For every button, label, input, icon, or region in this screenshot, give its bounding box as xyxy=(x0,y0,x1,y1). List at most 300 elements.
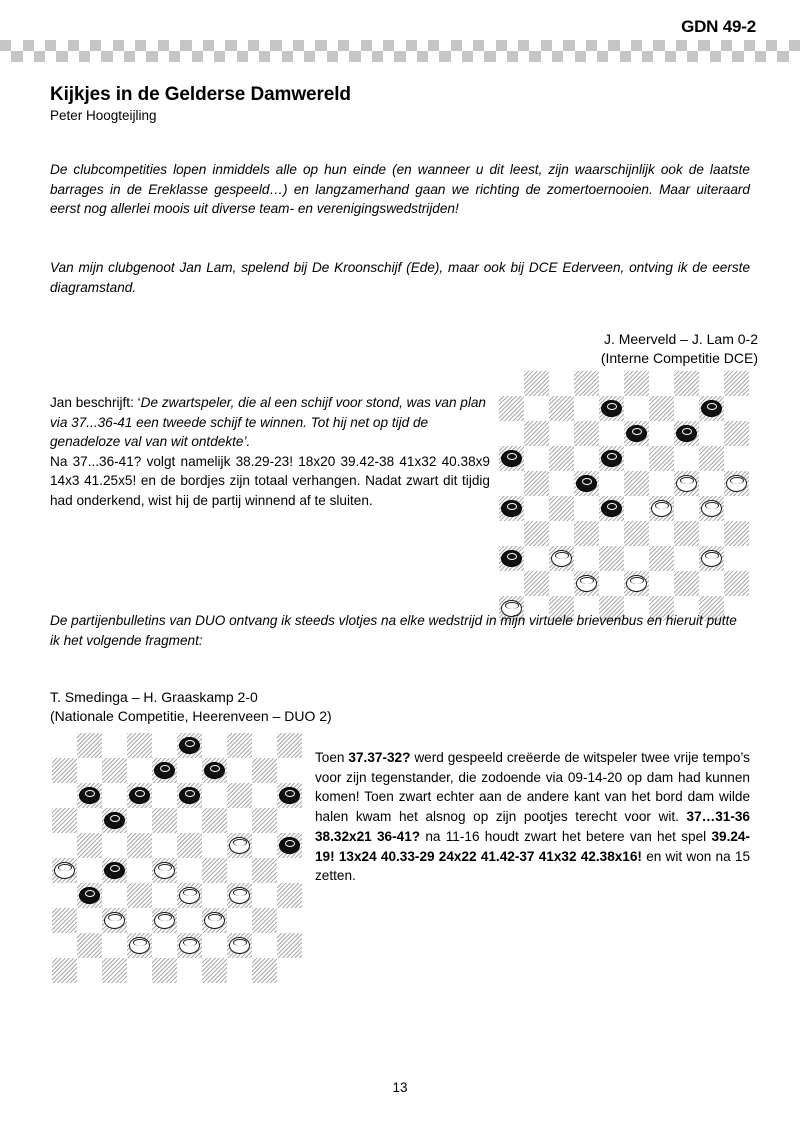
checker-cell xyxy=(0,40,11,51)
board-square-dark xyxy=(724,571,749,596)
board-square-dark xyxy=(252,908,277,933)
board-square-light xyxy=(674,396,699,421)
board-square-dark xyxy=(724,521,749,546)
intro-paragraph-2: Van mijn clubgenoot Jan Lam, spelend bij De Kroonschijf (Ede), maar ook bij DCE Ederveen, ontving ik de eerste diagramstand. xyxy=(50,260,750,295)
board-square-light xyxy=(227,958,252,983)
board-square-light xyxy=(177,858,202,883)
board-square-dark xyxy=(674,471,699,496)
black-piece-icon xyxy=(79,787,100,804)
board-square-light xyxy=(599,471,624,496)
board-square-light xyxy=(649,521,674,546)
white-piece-icon xyxy=(229,887,250,904)
board-square-dark xyxy=(102,958,127,983)
checker-cell xyxy=(406,40,417,51)
black-piece-icon xyxy=(79,887,100,904)
checker-cell xyxy=(338,51,349,62)
section-2-move-1: 37.37-32? xyxy=(348,750,411,765)
board-square-dark xyxy=(574,521,599,546)
board-square-dark xyxy=(52,958,77,983)
page-title: Kijkjes in de Gelderse Damwereld xyxy=(50,84,351,105)
board-row xyxy=(499,396,749,421)
checker-cell xyxy=(417,40,428,51)
white-piece-icon xyxy=(676,475,697,492)
board-square-light xyxy=(499,571,524,596)
checker-cell xyxy=(101,40,112,51)
board-square-light xyxy=(252,833,277,858)
board-square-dark xyxy=(102,858,127,883)
board-square-dark xyxy=(599,546,624,571)
black-piece-icon xyxy=(104,812,125,829)
black-piece-icon xyxy=(179,787,200,804)
checker-cell xyxy=(597,40,608,51)
board-square-dark xyxy=(599,446,624,471)
white-piece-icon xyxy=(651,500,672,517)
checker-cell xyxy=(608,40,619,51)
checker-cell xyxy=(361,40,372,51)
board-row xyxy=(52,783,302,808)
checker-cell xyxy=(135,51,146,62)
checker-cell xyxy=(473,40,484,51)
board-square-dark xyxy=(177,883,202,908)
board-square-dark xyxy=(499,446,524,471)
board-square-light xyxy=(277,858,302,883)
middle-paragraph: De partijenbulletins van DUO ontvang ik steeds vlotjes na elke wedstrijd in mijn virtuele brievenbus en hieruit putte ik het volgende fragment: xyxy=(50,613,737,648)
checker-cell xyxy=(90,51,101,62)
board-square-dark xyxy=(724,471,749,496)
checker-cell xyxy=(428,51,439,62)
white-piece-icon xyxy=(104,912,125,929)
board-square-light xyxy=(549,421,574,446)
white-piece-icon xyxy=(229,837,250,854)
page-header xyxy=(0,0,800,68)
checker-cell xyxy=(642,51,653,62)
checker-cell xyxy=(270,51,281,62)
diagram-1-caption-line-1: J. Meerveld – J. Lam 0-2 xyxy=(603,331,758,347)
checker-cell xyxy=(237,40,248,51)
checker-cell xyxy=(383,40,394,51)
board-square-light xyxy=(252,933,277,958)
checker-cell xyxy=(732,51,743,62)
board-square-light xyxy=(624,396,649,421)
board-square-dark xyxy=(674,421,699,446)
checker-cell xyxy=(372,40,383,51)
board-square-dark xyxy=(649,446,674,471)
board-square-dark xyxy=(77,883,102,908)
white-piece-icon xyxy=(551,550,572,567)
board-square-dark xyxy=(127,833,152,858)
board-square-light xyxy=(599,371,624,396)
checker-cell xyxy=(744,40,755,51)
board-row xyxy=(499,521,749,546)
quote-body: De zwartspeler, die al een schijf voor stond, was van plan via 37...36-41 een tweede schijf te winnen. Tot hij net op tijd de genadeloze val van wit ontdekte’. xyxy=(50,395,486,449)
checker-cell xyxy=(34,40,45,51)
checker-cell xyxy=(473,51,484,62)
checker-cell xyxy=(270,40,281,51)
checker-cell xyxy=(315,40,326,51)
black-piece-icon xyxy=(154,762,175,779)
board-square-light xyxy=(499,371,524,396)
board-square-light xyxy=(549,571,574,596)
checker-cell xyxy=(45,51,56,62)
checker-cell xyxy=(225,51,236,62)
board-square-dark xyxy=(699,396,724,421)
white-piece-icon xyxy=(54,862,75,879)
checker-cell xyxy=(394,51,405,62)
checker-cell xyxy=(146,51,157,62)
checker-cell xyxy=(642,40,653,51)
checker-cell xyxy=(507,51,518,62)
black-piece-icon xyxy=(701,400,722,417)
board-square-light xyxy=(127,858,152,883)
board-square-light xyxy=(549,521,574,546)
section-2-move-3: 39.24-19! 13x24 40.33-29 24x22 41.42-37 41x32 42.38x16! xyxy=(315,828,751,864)
checker-cell xyxy=(744,51,755,62)
smedinga-graaskamp-diagram xyxy=(52,733,302,983)
board-square-light xyxy=(649,371,674,396)
board-square-dark xyxy=(152,808,177,833)
white-piece-icon xyxy=(626,575,647,592)
board-square-dark xyxy=(177,783,202,808)
board-square-light xyxy=(202,883,227,908)
board-square-light xyxy=(277,908,302,933)
board-square-dark xyxy=(599,396,624,421)
checker-cell xyxy=(214,40,225,51)
checker-cell xyxy=(439,51,450,62)
board-square-dark xyxy=(102,758,127,783)
board-square-dark xyxy=(227,933,252,958)
board-square-light xyxy=(524,496,549,521)
checker-cell xyxy=(169,51,180,62)
checker-cell xyxy=(518,51,529,62)
board-square-dark xyxy=(624,371,649,396)
checker-cell xyxy=(665,40,676,51)
checker-cell xyxy=(755,40,766,51)
board-square-light xyxy=(77,908,102,933)
checker-cell xyxy=(248,51,259,62)
board-square-light xyxy=(52,933,77,958)
checker-cell xyxy=(586,51,597,62)
checker-cell xyxy=(214,51,225,62)
checker-cell xyxy=(23,40,34,51)
checker-cell xyxy=(68,40,79,51)
checkered-divider xyxy=(0,40,800,62)
board-square-light xyxy=(277,758,302,783)
checker-cell xyxy=(710,40,721,51)
checker-cell xyxy=(372,51,383,62)
checker-cell xyxy=(113,40,124,51)
board-square-light xyxy=(102,783,127,808)
black-piece-icon xyxy=(501,450,522,467)
checker-cell xyxy=(293,51,304,62)
diagram-2-caption-line-1: T. Smedinga – H. Graaskamp 2-0 xyxy=(50,689,258,705)
board-square-dark xyxy=(524,371,549,396)
board-square-light xyxy=(127,808,152,833)
board-square-dark xyxy=(227,733,252,758)
board-square-dark xyxy=(599,496,624,521)
checker-cell xyxy=(507,40,518,51)
black-piece-icon xyxy=(179,737,200,754)
board-square-dark xyxy=(699,546,724,571)
checker-cell xyxy=(586,40,597,51)
board-row xyxy=(499,446,749,471)
board-square-dark xyxy=(52,858,77,883)
black-piece-icon xyxy=(601,500,622,517)
board-square-light xyxy=(499,421,524,446)
issue-label: GDN 49-2 xyxy=(681,17,756,36)
board-square-light xyxy=(152,733,177,758)
checker-cell xyxy=(101,51,112,62)
board-square-light xyxy=(724,496,749,521)
checker-cell xyxy=(23,51,34,62)
black-piece-icon xyxy=(601,450,622,467)
board-square-light xyxy=(77,808,102,833)
board-square-dark xyxy=(624,471,649,496)
board-square-light xyxy=(227,758,252,783)
board-square-dark xyxy=(152,958,177,983)
checker-cell xyxy=(237,51,248,62)
black-piece-icon xyxy=(279,787,300,804)
board-square-light xyxy=(674,496,699,521)
black-piece-icon xyxy=(676,425,697,442)
white-piece-icon xyxy=(154,912,175,929)
checker-cell xyxy=(180,40,191,51)
board-square-light xyxy=(599,521,624,546)
checker-cell xyxy=(192,51,203,62)
article-heading-block xyxy=(50,84,750,123)
checker-cell xyxy=(68,51,79,62)
checker-cell xyxy=(529,40,540,51)
board-row xyxy=(52,733,302,758)
board-square-light xyxy=(252,783,277,808)
checker-cell xyxy=(428,40,439,51)
board-square-light xyxy=(177,758,202,783)
board-square-dark xyxy=(674,521,699,546)
board-square-light xyxy=(574,446,599,471)
board-square-dark xyxy=(649,496,674,521)
board-square-dark xyxy=(77,733,102,758)
checker-cell xyxy=(304,40,315,51)
white-piece-icon xyxy=(701,500,722,517)
board-square-dark xyxy=(724,421,749,446)
checker-cell xyxy=(620,51,631,62)
checker-cell xyxy=(439,40,450,51)
checker-cell xyxy=(665,51,676,62)
checker-cell xyxy=(0,51,11,62)
white-piece-icon xyxy=(129,937,150,954)
checker-cell xyxy=(563,51,574,62)
board-square-light xyxy=(277,808,302,833)
board-square-light xyxy=(649,471,674,496)
checker-cell xyxy=(417,51,428,62)
board-square-dark xyxy=(277,883,302,908)
checker-cell xyxy=(721,40,732,51)
board-square-light xyxy=(127,908,152,933)
checker-cell xyxy=(124,51,135,62)
board-square-light xyxy=(624,446,649,471)
checker-cell xyxy=(484,40,495,51)
section-2-text-part-1: Toen xyxy=(315,750,349,765)
checker-cell xyxy=(282,51,293,62)
board-row xyxy=(52,908,302,933)
checker-cell xyxy=(79,51,90,62)
checker-cell xyxy=(496,51,507,62)
quote-lead-in: Jan beschrijft: ‘ xyxy=(50,395,141,410)
board-square-light xyxy=(52,833,77,858)
board-square-dark xyxy=(499,396,524,421)
board-square-light xyxy=(227,858,252,883)
checker-cell xyxy=(552,51,563,62)
checker-cell xyxy=(563,40,574,51)
board-square-dark xyxy=(177,733,202,758)
board-square-dark xyxy=(252,808,277,833)
checker-cell xyxy=(676,51,687,62)
checker-cell xyxy=(203,40,214,51)
checker-cell xyxy=(192,40,203,51)
checker-cell xyxy=(338,40,349,51)
checker-cell xyxy=(653,51,664,62)
checker-cell xyxy=(248,40,259,51)
checker-cell xyxy=(575,40,586,51)
meerveld-lam-diagram xyxy=(499,371,749,621)
board-square-light xyxy=(524,446,549,471)
white-piece-icon xyxy=(154,862,175,879)
section-1-analysis-paragraph: Na 37...36-41? volgt namelijk 38.29-23! 18x20 39.42-38 41x32 40.38x9 14x3 41.25x5! en de bordjes zijn totaal verhangen. Nadat zwart dit tijdig had onderkend, wist hij de partij winnend af te sluiten. xyxy=(50,453,490,508)
board-square-dark xyxy=(574,571,599,596)
board-square-dark xyxy=(52,808,77,833)
checker-cell xyxy=(11,51,22,62)
checker-cell xyxy=(631,40,642,51)
board-square-light xyxy=(524,546,549,571)
board-square-dark xyxy=(152,908,177,933)
checker-cell xyxy=(552,40,563,51)
board-square-dark xyxy=(152,858,177,883)
board-square-light xyxy=(127,958,152,983)
black-piece-icon xyxy=(129,787,150,804)
checker-cell xyxy=(315,51,326,62)
board-row xyxy=(52,833,302,858)
board-square-dark xyxy=(277,783,302,808)
board-square-dark xyxy=(574,471,599,496)
board-row xyxy=(499,371,749,396)
checker-row xyxy=(0,51,800,62)
checker-cell xyxy=(45,40,56,51)
board-square-light xyxy=(177,908,202,933)
section-2-text-part-3: na 11-16 houdt zwart het betere van het spel xyxy=(420,828,712,844)
black-piece-icon xyxy=(279,837,300,854)
board-square-light xyxy=(674,546,699,571)
board-square-light xyxy=(699,471,724,496)
checker-cell xyxy=(293,40,304,51)
checker-cell xyxy=(361,51,372,62)
board-square-light xyxy=(724,446,749,471)
board-square-dark xyxy=(52,908,77,933)
board-square-light xyxy=(152,783,177,808)
board-square-light xyxy=(202,783,227,808)
board-square-light xyxy=(52,733,77,758)
checker-cell xyxy=(732,40,743,51)
board-square-light xyxy=(52,883,77,908)
board-square-light xyxy=(649,421,674,446)
section-2-text-part-2: werd gespeeld creëerde de witspeler twee vrije tempo’s voor zijn tegenstander, die zodoende via 09-14-20 op dam had kunnen komen! Toen zwart echter aan de andere kant van het bord dam wilde halen kwam het alsnog op zijn pootjes terecht voor wit. xyxy=(315,750,750,825)
board-square-dark xyxy=(202,758,227,783)
black-piece-icon xyxy=(501,500,522,517)
board-row xyxy=(52,933,302,958)
checker-cell xyxy=(169,40,180,51)
board-square-dark xyxy=(227,883,252,908)
checker-cell xyxy=(259,51,270,62)
board-square-light xyxy=(524,396,549,421)
white-piece-icon xyxy=(179,937,200,954)
board-square-light xyxy=(599,571,624,596)
board-square-dark xyxy=(252,958,277,983)
diagram-1-caption xyxy=(420,330,758,368)
board-square-light xyxy=(227,908,252,933)
board-square-dark xyxy=(624,571,649,596)
board-square-light xyxy=(699,421,724,446)
checker-cell xyxy=(394,40,405,51)
board-square-dark xyxy=(202,808,227,833)
checker-cell xyxy=(259,40,270,51)
checker-cell xyxy=(631,51,642,62)
checker-cell xyxy=(653,40,664,51)
board-square-dark xyxy=(549,496,574,521)
board-square-light xyxy=(549,471,574,496)
checker-cell xyxy=(203,51,214,62)
board-square-dark xyxy=(127,783,152,808)
board-square-light xyxy=(599,421,624,446)
checker-cell xyxy=(158,51,169,62)
checker-cell xyxy=(755,51,766,62)
checker-cell xyxy=(789,51,800,62)
checker-cell xyxy=(11,40,22,51)
board-row xyxy=(499,546,749,571)
board-square-light xyxy=(227,808,252,833)
checker-cell xyxy=(687,40,698,51)
board-square-dark xyxy=(227,783,252,808)
board-square-dark xyxy=(102,808,127,833)
checker-cell xyxy=(541,40,552,51)
board-square-dark xyxy=(524,421,549,446)
checker-cell xyxy=(90,40,101,51)
diagram-2-caption-line-2: (Nationale Competitie, Heerenveen – DUO 2) xyxy=(50,708,332,724)
board-square-dark xyxy=(524,521,549,546)
checker-cell xyxy=(462,40,473,51)
board-square-light xyxy=(724,546,749,571)
board-square-light xyxy=(699,371,724,396)
board-square-dark xyxy=(202,958,227,983)
board-row xyxy=(52,858,302,883)
board-square-light xyxy=(177,958,202,983)
board-square-dark xyxy=(127,933,152,958)
board-square-light xyxy=(252,733,277,758)
board-square-light xyxy=(202,833,227,858)
checker-cell xyxy=(349,40,360,51)
board-square-dark xyxy=(77,933,102,958)
checker-cell xyxy=(777,40,788,51)
board-square-dark xyxy=(624,521,649,546)
board-square-dark xyxy=(499,496,524,521)
checker-cell xyxy=(451,40,462,51)
board-square-dark xyxy=(177,933,202,958)
board-square-dark xyxy=(77,783,102,808)
board-row xyxy=(499,471,749,496)
checker-cell xyxy=(135,40,146,51)
board-square-dark xyxy=(649,396,674,421)
board-square-dark xyxy=(674,371,699,396)
section-1-text xyxy=(50,393,490,510)
board-square-dark xyxy=(499,546,524,571)
board-square-dark xyxy=(202,858,227,883)
